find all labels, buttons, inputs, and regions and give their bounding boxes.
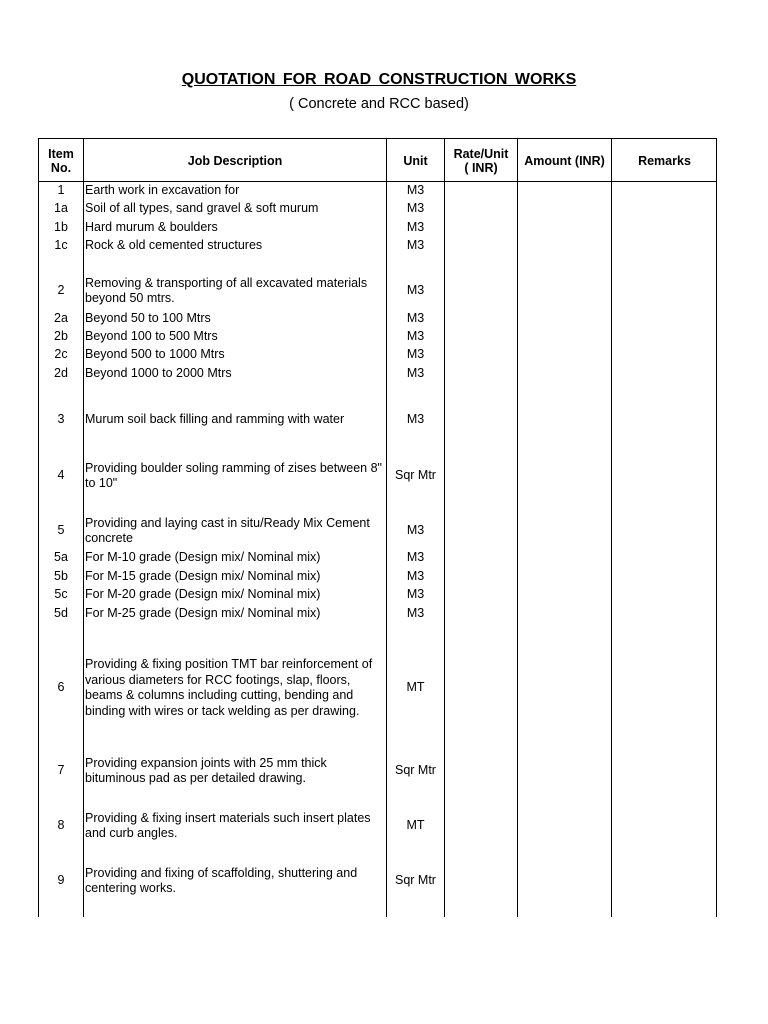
job-description: For M-20 grade (Design mix/ Nominal mix) (85, 587, 321, 602)
item-no: 4 (57, 468, 65, 483)
job-description: Beyond 1000 to 2000 Mtrs (85, 366, 232, 381)
unit: M3 (406, 347, 425, 362)
job-description: Providing expansion joints with 25 mm thick bituminous pad as per detailed drawing. (85, 755, 327, 785)
unit: MT (406, 818, 425, 833)
job-description: Beyond 100 to 500 Mtrs (85, 329, 218, 344)
unit: M3 (406, 329, 425, 344)
table-row (39, 549, 718, 567)
table-row (39, 182, 718, 200)
item-no: 2 (57, 283, 65, 298)
table-row (39, 271, 718, 311)
item-no: 6 (57, 680, 65, 695)
job-description: Beyond 500 to 1000 Mtrs (85, 347, 225, 362)
item-no: 7 (57, 763, 65, 778)
table-row (39, 237, 718, 255)
unit: M3 (406, 220, 425, 235)
job-description: For M-10 grade (Design mix/ Nominal mix) (85, 550, 321, 565)
job-description: Murum soil back filling and ramming with water (85, 412, 345, 427)
item-no: 2c (54, 347, 68, 362)
quotation-table (38, 138, 717, 917)
table-row (39, 806, 718, 846)
header-amount: Amount (INR) (524, 153, 605, 168)
table-row (39, 568, 718, 586)
table-row (39, 200, 718, 218)
item-no: 1a (54, 201, 68, 216)
table-row (39, 861, 718, 901)
table-row (39, 346, 718, 364)
item-no: 5b (54, 569, 68, 584)
job-description: For M-15 grade (Design mix/ Nominal mix) (85, 569, 321, 584)
table-row (39, 456, 718, 496)
item-no: 3 (57, 412, 65, 427)
item-no: 5c (54, 587, 68, 602)
job-description: Beyond 50 to 100 Mtrs (85, 311, 211, 326)
item-no: 9 (57, 873, 65, 888)
table-row (39, 328, 718, 346)
job-description: Providing and fixing of scaffolding, shuttering and centering works. (85, 865, 358, 895)
unit: M3 (406, 412, 425, 427)
document-subtitle: ( Concrete and RCC based) (289, 96, 469, 112)
unit: M3 (406, 550, 425, 565)
unit: M3 (406, 238, 425, 253)
job-description: Providing and laying cast in situ/Ready Mix Cement concrete (85, 515, 370, 545)
unit: Sqr Mtr (395, 468, 436, 483)
item-no: 2d (54, 366, 68, 381)
header-unit: Unit (403, 153, 428, 168)
unit: Sqr Mtr (395, 763, 436, 778)
table-row (39, 751, 718, 791)
job-description: Earth work in excavation for (85, 183, 240, 198)
header-item-no: Item No. (48, 146, 74, 175)
header-remarks: Remarks (638, 153, 691, 168)
table-row (39, 365, 718, 383)
table-row (39, 647, 718, 729)
header-job-description: Job Description (187, 153, 283, 168)
item-no: 8 (57, 818, 65, 833)
item-no: 2b (54, 329, 68, 344)
job-description: Removing & transporting of all excavated materials beyond 50 mtrs. (85, 275, 368, 305)
unit: MT (406, 680, 425, 695)
item-no: 2a (54, 311, 68, 326)
item-no: 5 (57, 523, 65, 538)
table-row (39, 219, 718, 237)
unit: Sqr Mtr (395, 873, 436, 888)
table-row (39, 605, 718, 623)
item-no: 1 (57, 183, 65, 198)
job-description: Rock & old cemented structures (85, 238, 263, 253)
header-rate-unit: Rate/Unit ( INR) (453, 146, 509, 175)
unit: M3 (406, 569, 425, 584)
table-row (39, 511, 718, 551)
item-no: 1c (54, 238, 68, 253)
job-description: For M-25 grade (Design mix/ Nominal mix) (85, 606, 321, 621)
document-title-text: QUOTATION FOR ROAD CONSTRUCTION WORKS (181, 71, 577, 88)
job-description: Hard murum & boulders (85, 220, 218, 235)
item-no: 1b (54, 220, 68, 235)
job-description: Providing boulder soling ramming of zises between 8" to 10" (85, 460, 382, 490)
job-description: Soil of all types, sand gravel & soft murum (85, 201, 319, 216)
table-row (39, 310, 718, 328)
unit: M3 (406, 311, 425, 326)
document-title (0, 71, 758, 89)
unit: M3 (406, 587, 425, 602)
unit: M3 (406, 366, 425, 381)
job-description: Providing & fixing position TMT bar reinforcement of various diameters for RCC footings, slap, floors, beams & columns including cutting, bending and binding with wires or tack welding as per drawing. (85, 657, 373, 718)
unit: M3 (406, 606, 425, 621)
unit: M3 (406, 201, 425, 216)
unit: M3 (406, 523, 425, 538)
unit: M3 (406, 283, 425, 298)
item-no: 5d (54, 606, 68, 621)
unit: M3 (406, 183, 425, 198)
item-no: 5a (54, 550, 68, 565)
job-description: Providing & fixing insert materials such insert plates and curb angles. (85, 810, 371, 840)
table-row (39, 586, 718, 604)
table-row (39, 411, 718, 429)
